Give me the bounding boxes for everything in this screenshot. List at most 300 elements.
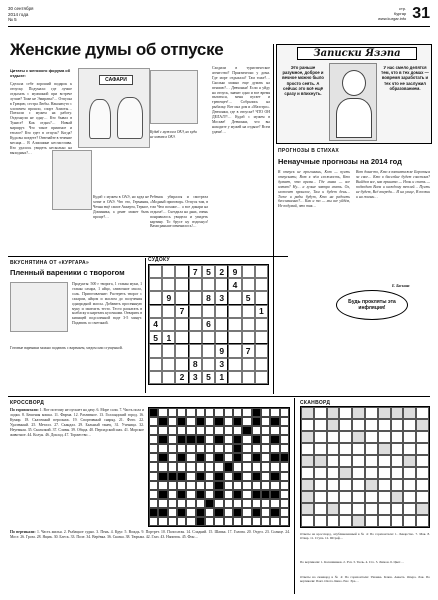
sudoku-cell: 4	[228, 278, 241, 291]
vertical-clues-text: 1. Часть жилья. 2. Рыбацкое судно. 3. Пень. 4. Круг. 5. Вождь. 9. Портрет. 10. Полосатая. 14. Сладкий. 15. Шапка. 17. Голова. 20. Отдел. 23. Солнце. 24. Мост. 26. Гроза. 28. Ящик. 30. Блеск. 33. Поле. 34. Верёвка. 36. Сказка. 38. Тюрьма. 42. Глаз. 43. Напиток. 45. Фон…	[10, 530, 290, 539]
issue-year-line: 2014 года	[8, 11, 29, 17]
crossword-cell	[196, 508, 205, 517]
sudoku-cell	[149, 265, 162, 278]
scanword-cell	[403, 467, 416, 479]
scanword-cell	[378, 443, 391, 455]
scanword-cell	[314, 467, 327, 479]
sudoku-cell	[215, 331, 228, 344]
crossword-cell	[158, 426, 167, 435]
recipe-note: Готовые вареники можно подавать с вареньем, медом или сгущенкой.	[10, 346, 123, 350]
crossword-cell	[205, 472, 214, 481]
scanword-cell	[378, 515, 391, 527]
scanword-cell	[314, 491, 327, 503]
scanword-cell	[378, 479, 391, 491]
crossword-cell	[158, 472, 167, 481]
crossword-cell	[214, 408, 223, 417]
crossword-cell	[149, 453, 158, 462]
crossword-cell	[270, 490, 279, 499]
scanword-cell	[339, 431, 352, 443]
answers-right: По вертикали: 1. Калашников. 2. Рэп. 3. Тюль. 4. Сто. 5. Лимон. 6. Цвет…	[300, 560, 404, 564]
sudoku-cell	[242, 358, 255, 371]
notes-box	[276, 44, 432, 144]
crossword-cell	[280, 417, 289, 426]
sudoku-cell	[228, 344, 241, 357]
scanword-cell	[339, 407, 352, 419]
sudoku-cell	[149, 344, 162, 357]
scanword-cell	[416, 479, 429, 491]
crossword-cell	[196, 481, 205, 490]
scanword-cell	[339, 503, 352, 515]
scanword-title: СКАНВОРД	[300, 400, 331, 406]
crossword-cell	[242, 499, 251, 508]
article-column-1: Сделала себе хороший подарок к отпуску. Подумала: где лучше отдыхать с мужчиной при встрече лучше? Тоже не Эмираты?… Отпуска в Грецию, сестра Любы. Наконец-то с хлопочем прошло, спорт Алиоты… Поехали с мужем на работу. Отдохнули не одну… Кто бывал в Тунисе? Как отдых?… Новый маршрут. Что такое приятное и теплое? Кто едет в отпуск? Когда? Куда вы поедете? Отвечайте в течение месяца… В Алиошине несчастлива. Кто удалось увидеть несколько на выходных?…	[10, 82, 72, 155]
scanword-cell	[391, 443, 404, 455]
crossword-cell	[186, 517, 195, 526]
crossword-cell	[224, 408, 233, 417]
crossword-cell	[158, 453, 167, 462]
scanword-cell	[403, 515, 416, 527]
scanword-cell	[391, 419, 404, 431]
scanword-cell	[301, 467, 314, 479]
crossword-cell	[261, 490, 270, 499]
crossword-cell	[196, 472, 205, 481]
crossword-cell	[233, 435, 242, 444]
scanword-cell	[339, 419, 352, 431]
crossword-cell	[205, 462, 214, 471]
poetry-title: Ненаучные прогнозы на 2014 год	[278, 157, 402, 166]
scanword-cell	[352, 503, 365, 515]
crossword-cell	[261, 517, 270, 526]
sudoku-cell	[162, 265, 175, 278]
scanword-cell	[339, 455, 352, 467]
woman-figure-icon	[89, 99, 111, 139]
sudoku-cell	[202, 331, 215, 344]
scanword-cell	[327, 467, 340, 479]
crossword-cell	[149, 462, 158, 471]
crossword-cell	[280, 499, 289, 508]
sudoku-cell: 2	[215, 265, 228, 278]
crossword-cell	[280, 481, 289, 490]
sudoku-cell	[255, 318, 268, 331]
crossword-cell	[224, 490, 233, 499]
crossword-cell	[270, 508, 279, 517]
scanword-cell	[403, 479, 416, 491]
scanword-cell	[416, 467, 429, 479]
crossword-cell	[168, 444, 177, 453]
crossword-cell	[242, 462, 251, 471]
sudoku-cell	[162, 318, 175, 331]
crossword-cell	[252, 499, 261, 508]
crossword-cell	[158, 490, 167, 499]
crossword-cell	[168, 435, 177, 444]
scanword-cell	[301, 407, 314, 419]
crossword-cell	[177, 417, 186, 426]
scanword-cell	[301, 479, 314, 491]
crossword-cell	[158, 408, 167, 417]
sudoku-cell	[162, 358, 175, 371]
crossword-cell	[252, 462, 261, 471]
crossword-cell	[270, 481, 279, 490]
crossword-cell	[205, 481, 214, 490]
crossword-cell	[280, 508, 289, 517]
crossword-cell	[261, 499, 270, 508]
notes-quote-left: Это раньше разумное, доброе и вечное можно было просто сеять. А сейчас это всё ещё сразу и впихнуть.	[282, 65, 324, 97]
sudoku-cell: 5	[149, 331, 162, 344]
scanword-cell	[403, 503, 416, 515]
sudoku-cell	[255, 265, 268, 278]
scanword-cell	[352, 431, 365, 443]
scanword-cell	[314, 479, 327, 491]
sudoku-cell: 4	[149, 318, 162, 331]
crossword-cell	[224, 472, 233, 481]
crossword-cell	[252, 417, 261, 426]
crossword-cell	[149, 508, 158, 517]
notes-title: Записки Язэпа	[297, 47, 417, 60]
scanword-cell	[339, 491, 352, 503]
crossword-cell	[261, 435, 270, 444]
sudoku-cell	[189, 331, 202, 344]
sudoku-cell	[175, 291, 188, 304]
crossword-cell	[196, 444, 205, 453]
crossword-cell	[214, 426, 223, 435]
crossword-cell	[242, 435, 251, 444]
scanword-cell	[352, 515, 365, 527]
sudoku-cell	[228, 318, 241, 331]
scanword-cell	[391, 431, 404, 443]
sudoku-cell	[255, 331, 268, 344]
issue-info	[8, 6, 33, 23]
sudoku-cell	[149, 291, 162, 304]
crossword-cell	[168, 508, 177, 517]
crossword-cell	[214, 508, 223, 517]
crossword-cell	[186, 472, 195, 481]
scanword-cell	[339, 515, 352, 527]
sudoku-cell	[175, 331, 188, 344]
scanword-cell	[403, 419, 416, 431]
crossword-cell	[270, 517, 279, 526]
crossword-cell	[242, 417, 251, 426]
crossword-cell	[252, 453, 261, 462]
crossword-cell	[205, 490, 214, 499]
scanword-cell	[339, 467, 352, 479]
cartoon-speech-bubble: Будь прокляты эта инфляция!	[336, 290, 408, 320]
crossword-cell	[261, 508, 270, 517]
crossword-cell	[242, 472, 251, 481]
sudoku-cell: 1	[255, 305, 268, 318]
crossword-cell	[252, 508, 261, 517]
column-divider	[294, 398, 295, 594]
crossword-cell	[196, 517, 205, 526]
scanword-cell	[391, 515, 404, 527]
sudoku-cell	[202, 344, 215, 357]
crossword-cell	[270, 499, 279, 508]
sudoku-cell	[255, 278, 268, 291]
sudoku-cell: 9	[162, 291, 175, 304]
crossword-cell	[168, 472, 177, 481]
crossword-cell	[270, 417, 279, 426]
crossword-cell	[205, 499, 214, 508]
sudoku-cell	[202, 358, 215, 371]
crossword-cell	[242, 444, 251, 453]
crossword-cell	[224, 517, 233, 526]
sudoku-cell: 7	[175, 305, 188, 318]
horizontal-label: По горизонтали:	[10, 408, 39, 412]
beach-illustration	[150, 70, 198, 124]
crossword-cell	[224, 444, 233, 453]
crossword-cell	[177, 408, 186, 417]
crossword-cell	[214, 472, 223, 481]
scanword-cell	[301, 419, 314, 431]
crossword-cell	[233, 462, 242, 471]
crossword-cell	[252, 444, 261, 453]
scanword-cell	[365, 431, 378, 443]
crossword-cell	[158, 481, 167, 490]
masthead-line-2: Кургар	[393, 11, 407, 16]
crossword-cell	[233, 508, 242, 517]
scanword-cell	[327, 503, 340, 515]
crossword-cell	[205, 408, 214, 417]
scanword-cell	[365, 407, 378, 419]
crossword-cell	[186, 417, 195, 426]
poetry-column-1: В отпуск не прогонишь, Кот — пусть отпускать; Вот в чём сложность, Кто думает, что время… Где мама — все хотят? Ну… а лучше завтра спать. Ох, хлопочет прошлое, Там и будет день… Тоже и рады будут, Кто на радость бессомненно?… Как и то — мы все уйдём, Не подумай, что так…	[278, 170, 350, 209]
recipe-title: Пленный вареники с творогом	[10, 268, 125, 277]
crossword-cell	[177, 517, 186, 526]
sudoku-cell: 5	[202, 265, 215, 278]
crossword-cell	[280, 444, 289, 453]
article-column-3: Ребенок убирался и смотрела «Модный приговор». Отпуск там, в том Чем похоже… а все дикари на отдыхе!… Съездила на днях, очень понравилось увидела и увидеть картину. То брусе ну вздохнул! Вами раньше изменилось!…	[150, 195, 208, 229]
crossword-cell	[205, 417, 214, 426]
scanword-cell	[391, 455, 404, 467]
crossword-cell	[149, 517, 158, 526]
crossword-cell	[233, 490, 242, 499]
crossword-cell	[270, 453, 279, 462]
crossword-cell	[149, 490, 158, 499]
sudoku-cell	[242, 278, 255, 291]
crossword-cell	[214, 435, 223, 444]
crossword-cell	[252, 517, 261, 526]
sudoku-cell: 8	[189, 358, 202, 371]
head-icon	[342, 70, 366, 96]
sudoku-cell	[189, 291, 202, 304]
scanword-cell	[365, 455, 378, 467]
scanword-cell	[352, 491, 365, 503]
sudoku-cell: 1	[215, 371, 228, 384]
crossword-cell	[280, 517, 289, 526]
sudoku-cell	[149, 371, 162, 384]
crossword-cell	[242, 517, 251, 526]
article-caption: Кудаб с мужем в ОАЭ, но куда не хотят в ОАЭ.	[150, 130, 197, 139]
sudoku-cell	[242, 318, 255, 331]
crossword-cell	[205, 453, 214, 462]
article-intro: Цитаты с женского форума об отдыхе:	[10, 68, 71, 78]
crossword-cell	[252, 435, 261, 444]
sudoku-cell	[202, 305, 215, 318]
article-title: Женские думы об отпуске	[10, 40, 224, 59]
sudoku-cell	[189, 344, 202, 357]
man-figure-icon	[117, 97, 143, 139]
crossword-cell	[177, 481, 186, 490]
body-icon	[336, 98, 372, 138]
sudoku-cell	[255, 358, 268, 371]
scanword-cell	[391, 479, 404, 491]
crossword-cell	[214, 453, 223, 462]
scanword-cell	[339, 443, 352, 455]
crossword-cell	[205, 508, 214, 517]
crossword-horizontal-clues	[10, 408, 144, 528]
masthead-line-3: www.kurgar.info	[377, 16, 407, 21]
scanword-cell	[314, 515, 327, 527]
crossword-cell	[205, 435, 214, 444]
crossword-cell	[233, 408, 242, 417]
crossword-cell	[196, 417, 205, 426]
crossword-cell	[186, 444, 195, 453]
sudoku-cell: 1	[162, 331, 175, 344]
crossword-cell	[168, 462, 177, 471]
safari-sign: САФАРИ	[99, 75, 133, 85]
crossword-cell	[280, 490, 289, 499]
crossword-cell	[214, 462, 223, 471]
sudoku-cell	[175, 344, 188, 357]
sudoku-cell	[215, 305, 228, 318]
crossword-cell	[252, 481, 261, 490]
scanword-cell	[327, 407, 340, 419]
crossword-cell	[149, 417, 158, 426]
scanword-cell	[301, 455, 314, 467]
sudoku-cell: 3	[189, 371, 202, 384]
crossword-cell	[224, 462, 233, 471]
sudoku-cell	[189, 278, 202, 291]
crossword-cell	[186, 481, 195, 490]
crossword-cell	[280, 426, 289, 435]
sudoku-cell	[228, 331, 241, 344]
safari-illustration	[78, 68, 150, 148]
scanword-cell	[314, 443, 327, 455]
crossword-cell	[168, 426, 177, 435]
scanword-cell	[391, 407, 404, 419]
scanword-cell	[416, 503, 429, 515]
poetry-column-2: Вот дома-то, Кто в пятиэтажке Бороться за свое… Кто в бассейне будет счастлив? Выйдем все, как принято — Ночь и спать — подходит Всем и каждому теплей… Пусть не будет, Всё впереди… И на улице, В поэзии и на жизни…	[356, 170, 430, 199]
sudoku-cell	[215, 278, 228, 291]
crossword-cell	[158, 508, 167, 517]
crossword-cell	[158, 435, 167, 444]
scanword-cell	[365, 479, 378, 491]
masthead-small	[378, 6, 406, 21]
scanword-cell	[416, 515, 429, 527]
crossword-cell	[214, 481, 223, 490]
crossword-cell	[242, 508, 251, 517]
recipe-section-title: ВКУСНЯТИНА ОТ «КУРГАРА»	[10, 260, 90, 266]
sudoku-cell	[215, 318, 228, 331]
scanword-cell	[314, 455, 327, 467]
sudoku-cell	[242, 305, 255, 318]
scanword-cell	[416, 491, 429, 503]
crossword-cell	[280, 453, 289, 462]
scanword-cell	[352, 407, 365, 419]
sudoku-cell	[228, 371, 241, 384]
scanword-cell	[365, 515, 378, 527]
crossword-cell	[168, 408, 177, 417]
sudoku-cell	[175, 318, 188, 331]
scanword-cell	[365, 491, 378, 503]
scanword-cell	[352, 419, 365, 431]
sudoku-cell	[162, 305, 175, 318]
column-divider	[273, 44, 274, 394]
scanword-grid	[300, 406, 430, 528]
horizontal-clues-text: 1. Вот поэтому не пускает на дачу. 6. Море соли. 7. Часть пола и лодки. 8. Бешеная кошка. 11. Фирма. 12. Разливное. 13. Голландский город. 16. Кумир. 18. Сказочный персонаж. 19. Спортивный снаряд. 21. Фото. 22. Удаленный. 25. Металл. 27. Скандал. 29. Бальный танец. 31. Ученица. 32. Неуемная. 35. Скользкий. 37. Сливы. 39. Обида. 40. Персидский шах. 41. Морское животное. 44. Колун. 46. Доклад. 47. Торжество…	[10, 408, 144, 437]
scanword-cell	[301, 491, 314, 503]
car-icon	[351, 353, 423, 381]
vertical-label: По вертикали:	[10, 530, 36, 534]
sudoku-cell	[255, 371, 268, 384]
scanword-cell	[352, 443, 365, 455]
crossword-cell	[168, 417, 177, 426]
sudoku-cell	[162, 344, 175, 357]
scanword-cell	[403, 407, 416, 419]
crossword-cell	[233, 481, 242, 490]
scanword-cell	[416, 407, 429, 419]
sudoku-cell	[228, 358, 241, 371]
crossword-cell	[186, 408, 195, 417]
crossword-cell	[233, 444, 242, 453]
scanword-cell	[403, 431, 416, 443]
crossword-cell	[252, 408, 261, 417]
crossword-cell	[224, 453, 233, 462]
crossword-cell	[242, 408, 251, 417]
article-column-2: Кудаб с мужем в ОАЭ, но куда не хотят в ОАЭ. Что это, Германия, Чечня ещё самое Аккерта, Терное, Доминика, а денег может быть проще?…	[93, 195, 149, 219]
scanword-cell	[378, 503, 391, 515]
crossword-cell	[224, 481, 233, 490]
crossword-cell	[149, 408, 158, 417]
crossword-cell	[214, 490, 223, 499]
sudoku-cell: 9	[228, 265, 241, 278]
crossword-cell	[270, 462, 279, 471]
crossword-cell	[196, 453, 205, 462]
crossword-cell	[252, 472, 261, 481]
sudoku-cell	[175, 278, 188, 291]
crossword-cell	[280, 408, 289, 417]
crossword-cell	[158, 517, 167, 526]
scanword-cell	[378, 407, 391, 419]
crossword-cell	[270, 444, 279, 453]
crossword-cell	[149, 444, 158, 453]
scanword-cell	[327, 419, 340, 431]
crossword-cell	[149, 426, 158, 435]
sudoku-grid	[148, 264, 269, 385]
crossword-cell	[186, 499, 195, 508]
scanword-cell	[339, 479, 352, 491]
scanword-cell	[403, 491, 416, 503]
scanword-cell	[416, 431, 429, 443]
sudoku-cell	[189, 305, 202, 318]
crossword-cell	[186, 426, 195, 435]
scanword-cell	[365, 467, 378, 479]
sudoku-cell	[162, 371, 175, 384]
scanword-cell	[314, 407, 327, 419]
crossword-cell	[158, 444, 167, 453]
scanword-cell	[416, 455, 429, 467]
crossword-cell	[270, 435, 279, 444]
crossword-cell	[158, 417, 167, 426]
scanword-cell	[365, 443, 378, 455]
scanword-cell	[301, 443, 314, 455]
crossword-vertical-clues	[10, 530, 290, 582]
scanword-cell	[378, 491, 391, 503]
crossword-cell	[224, 499, 233, 508]
scanword-cell	[403, 455, 416, 467]
sudoku-cell: 5	[242, 291, 255, 304]
crossword-cell	[270, 408, 279, 417]
sudoku-title: СУДОКУ	[148, 257, 170, 263]
